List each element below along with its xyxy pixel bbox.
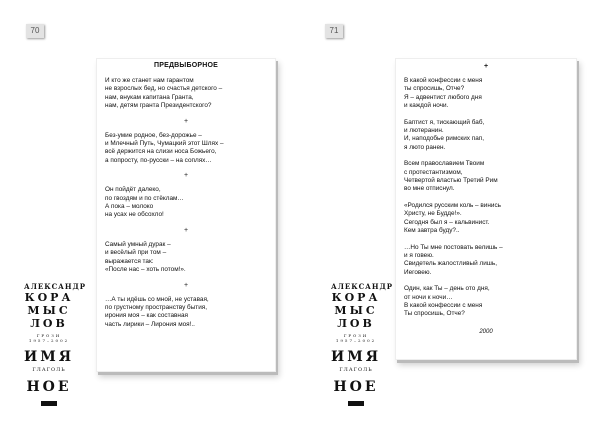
author-first-name: АЛЕКСАНДР — [331, 282, 393, 291]
stanza: И кто же станет нам гарантом не взрослых бед, но счастья детского – нам, внукам капитана Гранта, нам, детям гранта Президентского? — [105, 77, 223, 110]
poem-year: 2000 — [479, 328, 493, 335]
author-last-part-3: ЛОВ — [30, 317, 68, 330]
separator: + — [183, 172, 189, 180]
title-word-2: НОЕ — [26, 379, 72, 395]
stanza: …Но Ты мне постовать велишь – и я говею. Свидетель жалостливый лишь, Иеговею. — [404, 243, 503, 276]
author-last-part-1: КОРА — [24, 291, 74, 304]
title-middle: ГЛАГОЛЬ — [32, 367, 66, 373]
book-spine-left — [24, 282, 86, 406]
title-word-1: ИМЯ — [24, 349, 75, 365]
stanza: …А ты идёшь со мной, не уставая, по грустному пространству бытия, ирония моя – как составная часть лирики – Лирония моя!.. — [105, 295, 209, 328]
title-word-1: ИМЯ — [331, 349, 382, 365]
author-years: ГРОЗИ 1957–2002 — [335, 333, 377, 343]
right-poem-card — [395, 58, 577, 360]
stanza: В какой конфессии с меня ты спросишь, Отче? Я – адвентист любого дня и каждой ночи. — [404, 77, 483, 110]
spine-bar — [41, 401, 57, 406]
stanza: Баптист я, тискающий баб, и лютеранин. И, наподобье римских пап, я люто ранен. — [404, 118, 485, 151]
separator: + — [183, 117, 189, 125]
author-last-part-2: МЫС — [27, 304, 71, 317]
page-number-right: 71 — [325, 24, 343, 38]
stanza: Он пойдёт далеко, по гвоздям и по стёклам… А пока – молоко на усах не обсохло! — [105, 186, 184, 219]
stanza: Без-умие родное, без-дорожье – и Млечный Путь, Чумацкий этот Шлях – всё держится на слизи носа Божьего, а попросту, по-русски – на соплях… — [105, 131, 224, 164]
stanza: Один, как Ты – день ото дня, от ночи к ночи… В какой конфессии с меня Ты спросишь, Отче? — [404, 285, 490, 318]
stanza: «Родился русским коль – винись Христу, не Будде!». Сегодня был я – кальвинист. Кем завтра буду?.. — [404, 201, 501, 235]
left-poem-card — [96, 58, 276, 372]
spine-bar — [348, 401, 364, 406]
separator: + — [183, 281, 189, 289]
poem-title: ПРЕДВЫБОРНОЕ — [154, 62, 218, 69]
book-spine-right — [331, 282, 393, 406]
stanza: Самый умный дурак – и весёлый при том – выражается так: «После нас – хоть потом!». — [105, 240, 186, 274]
top-mark: + — [483, 63, 489, 70]
author-years: ГРОЗИ 1957–2002 — [28, 333, 70, 343]
author-last-part-1: КОРА — [331, 291, 381, 304]
author-first-name: АЛЕКСАНДР — [24, 282, 86, 291]
title-word-2: НОЕ — [333, 379, 379, 395]
stanza: Всем православием Твоим с протестантизмом, Четвертой властью Третий Рим во мне отписнул. — [404, 160, 498, 193]
author-last-part-2: МЫС — [334, 304, 378, 317]
page-number-left: 70 — [26, 24, 44, 38]
author-last-part-3: ЛОВ — [337, 317, 375, 330]
separator: + — [183, 226, 189, 234]
title-middle: ГЛАГОЛЬ — [339, 367, 373, 373]
